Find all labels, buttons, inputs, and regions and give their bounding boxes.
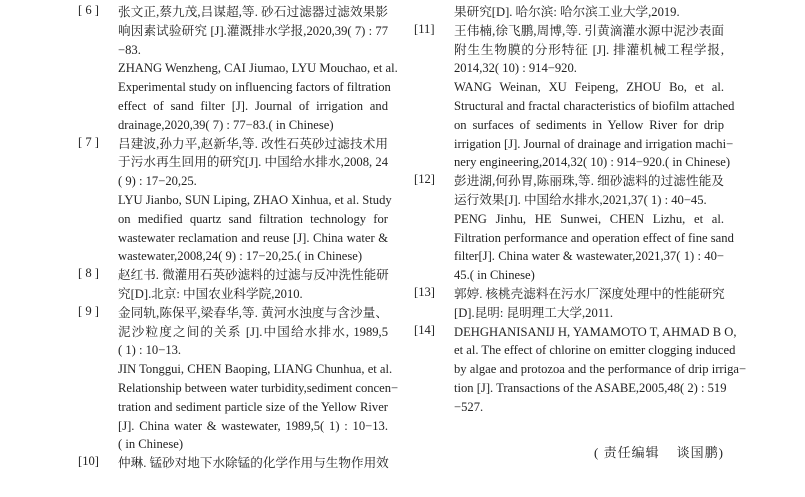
reference-text-line: 究[D].北京: 中国农业科学院,2010. [118,286,303,301]
references-right-column [414,3,774,417]
reference-text-line: tration and sediment particle size of the Yellow River [118,399,388,414]
reference-entry [78,304,438,454]
reference-entry [414,323,774,417]
reference-text-line: 吕建波,孙力平,赵新华,等. 改性石英砂过滤技术用 [118,136,388,151]
reference-text-line: 赵红书. 微灌用石英砂滤料的过滤与反冲洗性能研 [118,268,389,283]
reference-entry [414,3,774,22]
reference-text-line: drainage,2020,39( 7) : 77−83.( in Chinese) [118,117,334,132]
reference-text-line: JIN Tonggui, CHEN Baoping, LIANG Chunhua, et al. [118,362,393,377]
reference-text-line: 2014,32( 10) : 914−920. [454,61,577,76]
reference-entry [78,454,438,473]
reference-text-line: ( 1) : 10−13. [118,343,182,358]
reference-text-line: 张文正,蔡九茂,吕谋超,等. 砂石过滤器过滤效果影 [118,5,388,19]
reference-text-line: 响因素试验研究 [J].灌溉排水学报,2020,39( 7) : 77 [118,23,388,38]
reference-entry [78,3,438,135]
reference-text-line: −527. [454,399,484,414]
reference-text-line: WANG Weinan, XU Feipeng, ZHOU Bo, et al. [454,80,724,95]
reference-number: [13] [414,284,435,299]
reference-text-line: [D].昆明: 昆明理工大学,2011. [454,305,614,320]
reference-text-line: wastewater reclamation and reuse [J]. China water & [118,230,388,245]
reference-text-line: ( in Chinese) [118,437,184,452]
reference-number: [14] [414,322,435,337]
reference-number: [ 8 ] [78,266,99,281]
reference-text-line: 45.( in Chinese) [454,268,535,283]
reference-text-line: on surfaces of sediments in Yellow River for drip [454,117,724,132]
reference-entry [414,172,774,285]
reference-number: [ 6 ] [78,3,99,17]
reference-text-line: 附生生物膜的分形特征 [J]. 排灌机械工程学报, [454,42,724,57]
reference-text-line: 仲琳. 锰砂对地下水除锰的化学作用与生物作用效 [118,456,389,471]
reference-text-line: by algae and protozoa and the performance of drip irriga− [454,362,747,377]
reference-text-line: wastewater,2008,24( 9) : 17−20,25.( in Chinese) [118,249,363,264]
reference-text-line: et al. The effect of chlorine on emitter clogging induced [454,343,736,358]
reference-text-line: nery engineering,2014,32( 10) : 914−920.( in Chinese) [454,155,731,170]
reference-text-line: 于污水再生回用的研究[J]. 中国给水排水,2008, 24 [118,155,388,170]
references-left-column [78,3,438,473]
reference-text-line: irrigation [J]. Journal of drainage and irrigation machi− [454,136,734,151]
reference-text-line: 彭进湖,何孙胃,陈丽珠,等. 细砂滤料的过滤性能及 [454,174,724,189]
reference-entry [78,266,438,304]
reference-text-line: 金同轨,陈保平,梁春华,等. 黄河水浊度与含沙量、 [118,305,388,320]
reference-number: [12] [414,172,435,187]
reference-text-line: on medified quartz sand filtration technology for [118,211,388,226]
reference-text-line: Structural and fractal characteristics of biofilm attached [454,98,735,113]
reference-text-line: PENG Jinhu, HE Sunwei, CHEN Lizhu, et al. [454,211,724,226]
reference-text-line: 果研究[D]. 哈尔滨: 哈尔滨工业大学,2019. [454,5,680,19]
reference-text-line: effect of sand filter [J]. Journal of irrigation and [118,98,388,113]
reference-text-line: [J]. China water & wastewater, 1989,5( 1) : 10−13. [118,418,388,433]
reference-text-line: LYU Jianbo, SUN Liping, ZHAO Xinhua, et al. Study [118,192,392,207]
reference-text-line: 王伟楠,徐飞鹏,周博,等. 引黄滴灌水源中泥沙表面 [454,23,724,38]
reference-entry [414,22,774,172]
responsible-editor-note: ( 责任编辑 谈国鹏) [594,445,724,460]
reference-text-line: Experimental study on influencing factors of filtration [118,80,391,95]
reference-text-line: 泥沙粒度之间的关系 [J].中国给水排水, 1989,5 [118,324,388,339]
reference-text-line: filter[J]. China water & wastewater,2021,37( 1) : 40− [454,249,724,264]
reference-text-line: DEHGHANISANIJ H, YAMAMOTO T, AHMAD B O, [454,324,737,339]
reference-number: [10] [78,454,99,469]
reference-number: [11] [414,21,435,36]
reference-text-line: ( 9) : 17−20,25. [118,174,197,189]
reference-text-line: Filtration performance and operation effect of fine sand [454,230,734,245]
reference-text-line: tion [J]. Transactions of the ASABE,2005,48( 2) : 519 [454,380,727,395]
reference-entry [78,135,438,267]
reference-text-line: 运行效果[J]. 中国给水排水,2021,37( 1) : 40−45. [454,192,707,207]
reference-text-line: −83. [118,42,141,57]
reference-number: [ 7 ] [78,134,99,149]
reference-number: [ 9 ] [78,303,99,318]
reference-text-line: ZHANG Wenzheng, CAI Jiumao, LYU Mouchao, et al. [118,61,398,76]
reference-entry [414,285,774,323]
reference-text-line: 郭婷. 核桃壳滤料在污水厂深度处理中的性能研究 [454,286,725,301]
reference-text-line: Relationship between water turbidity,sediment concen− [118,380,399,395]
